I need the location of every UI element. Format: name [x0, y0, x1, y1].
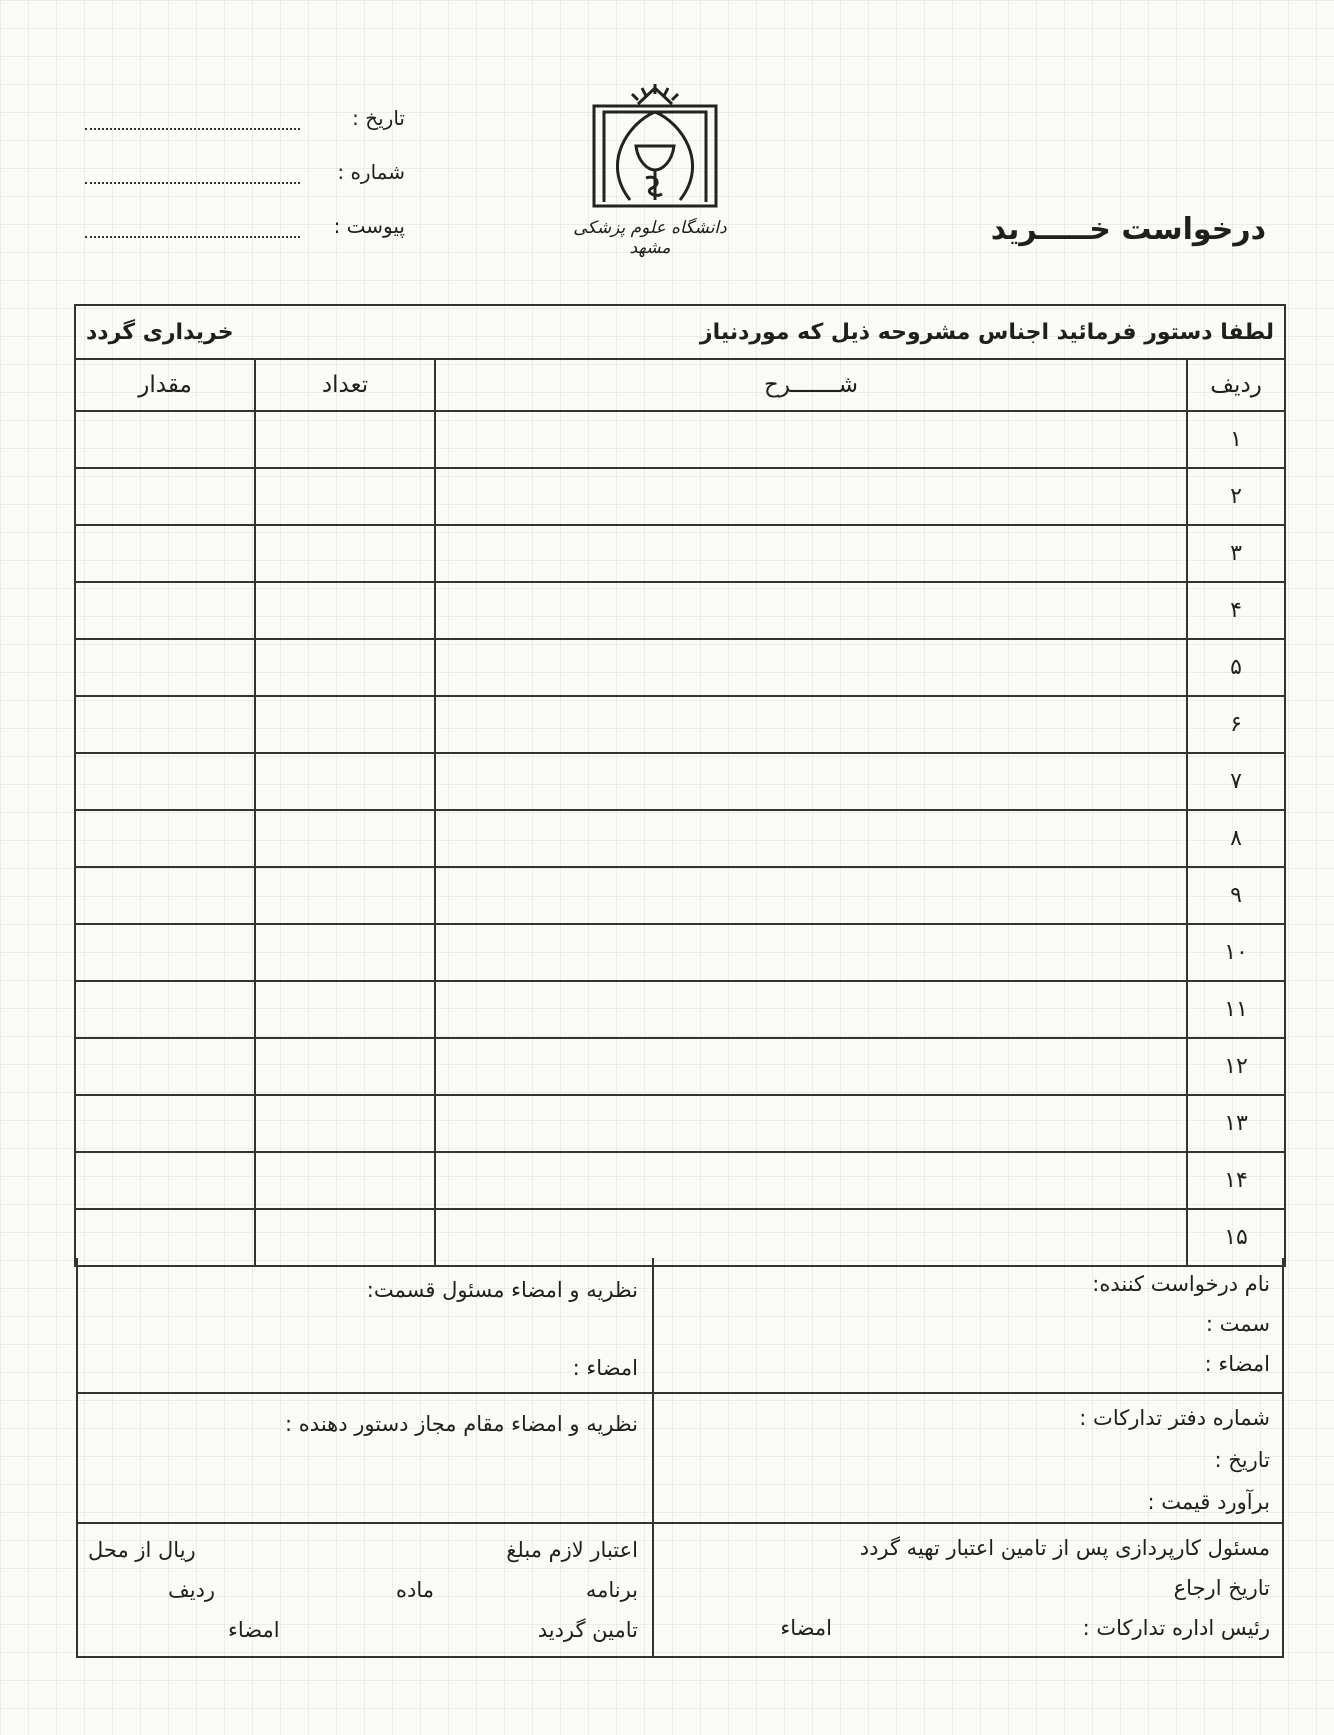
amount-cell[interactable] [75, 753, 255, 810]
amount-cell[interactable] [75, 639, 255, 696]
intro-purchase-text: خريداری گردد [86, 319, 234, 345]
amount-cell[interactable] [75, 411, 255, 468]
table-row [75, 1038, 1285, 1095]
count-cell[interactable] [255, 582, 435, 639]
row-number: ۸ [1187, 810, 1285, 867]
table-row [75, 924, 1285, 981]
description-cell[interactable] [435, 468, 1187, 525]
office-date-label: تاريخ : [1214, 1448, 1270, 1472]
count-cell[interactable] [255, 1152, 435, 1209]
authority-box[interactable] [78, 1394, 654, 1522]
amount-cell[interactable] [75, 924, 255, 981]
count-cell[interactable] [255, 924, 435, 981]
provided-label: تامين گرديد [537, 1618, 638, 1642]
table-row [75, 981, 1285, 1038]
description-cell[interactable] [435, 411, 1187, 468]
count-cell[interactable] [255, 468, 435, 525]
row-number: ۱۲ [1187, 1038, 1285, 1095]
column-header-row-number: رديف [1187, 359, 1285, 411]
position-label: سمت : [1205, 1312, 1270, 1336]
count-cell[interactable] [255, 981, 435, 1038]
procurement-head-signature-label: امضاء [780, 1616, 832, 1640]
intro-request-text: لطفا دستور فرمائيد اجناس مشروحه ذيل که موردنياز [699, 319, 1275, 345]
article-label: ماده [395, 1578, 434, 1602]
procurement-office-box[interactable] [652, 1394, 1282, 1522]
amount-cell[interactable] [75, 525, 255, 582]
description-cell[interactable] [435, 753, 1187, 810]
credit-row-label: رديف [168, 1578, 216, 1602]
document-title: درخواست خـــــريد [990, 212, 1266, 247]
amount-cell[interactable] [75, 981, 255, 1038]
table-row [75, 696, 1285, 753]
amount-cell[interactable] [75, 867, 255, 924]
requester-name-label: نام درخواست کننده: [1092, 1272, 1270, 1296]
amount-cell[interactable] [75, 582, 255, 639]
table-row [75, 867, 1285, 924]
table-row [75, 1095, 1285, 1152]
university-name: دانشگاه علوم پزشکی مشهد [573, 218, 727, 258]
number-label: شماره : [337, 160, 405, 184]
description-cell[interactable] [435, 1038, 1187, 1095]
description-cell[interactable] [435, 981, 1187, 1038]
procurement-officer-label: مسئول کارپردازی پس از تامين اعتبار تهيه گردد [859, 1536, 1270, 1560]
description-cell[interactable] [435, 810, 1187, 867]
description-cell[interactable] [435, 1152, 1187, 1209]
requester-box[interactable] [652, 1258, 1282, 1392]
amount-cell[interactable] [75, 468, 255, 525]
row-number: ۱۳ [1187, 1095, 1285, 1152]
rial-from-label: ريال از محل [88, 1538, 196, 1562]
amount-cell[interactable] [75, 696, 255, 753]
count-cell[interactable] [255, 867, 435, 924]
description-cell[interactable] [435, 867, 1187, 924]
attachment-field[interactable] [85, 214, 405, 244]
amount-cell[interactable] [75, 1095, 255, 1152]
count-cell[interactable] [255, 753, 435, 810]
column-header-description: شـــــــرح [435, 359, 1187, 411]
table-row [75, 525, 1285, 582]
row-number: ۱۱ [1187, 981, 1285, 1038]
description-cell[interactable] [435, 639, 1187, 696]
credit-signature-label: امضاء [228, 1618, 280, 1642]
table-header-row [75, 359, 1285, 411]
table-row [75, 639, 1285, 696]
table-row [75, 582, 1285, 639]
description-cell[interactable] [435, 696, 1187, 753]
count-cell[interactable] [255, 810, 435, 867]
row-number: ۱۰ [1187, 924, 1285, 981]
date-label: تاريخ : [352, 106, 405, 130]
row-number: ۵ [1187, 639, 1285, 696]
attachment-label: پيوست : [333, 214, 405, 238]
description-cell[interactable] [435, 924, 1187, 981]
row-number: ۹ [1187, 867, 1285, 924]
requester-section [76, 1258, 1284, 1394]
head-of-procurement-label: رئيس اداره تدارکات : [1082, 1616, 1270, 1640]
table-row [75, 1152, 1285, 1209]
row-number: ۱۴ [1187, 1152, 1285, 1209]
count-cell[interactable] [255, 1095, 435, 1152]
section-head-signature-label: امضاء : [572, 1356, 638, 1380]
row-number: ۱ [1187, 411, 1285, 468]
row-number: ۷ [1187, 753, 1285, 810]
count-cell[interactable] [255, 411, 435, 468]
table-row [75, 810, 1285, 867]
program-label: برنامه [585, 1578, 638, 1602]
amount-cell[interactable] [75, 810, 255, 867]
description-cell[interactable] [435, 525, 1187, 582]
credit-box[interactable] [78, 1524, 654, 1656]
table-row [75, 411, 1285, 468]
credit-amount-label: اعتبار لازم مبلغ [506, 1538, 638, 1562]
row-number: ۴ [1187, 582, 1285, 639]
price-estimate-label: برآورد قيمت : [1147, 1490, 1270, 1514]
amount-cell[interactable] [75, 1152, 255, 1209]
attachment-dots [85, 236, 300, 238]
number-field[interactable] [85, 160, 405, 190]
row-number: ۲ [1187, 468, 1285, 525]
column-header-count: تعداد [255, 359, 435, 411]
count-cell[interactable] [255, 525, 435, 582]
table-row [75, 753, 1285, 810]
table-intro-row [75, 305, 1285, 359]
row-number: ۱۵ [1187, 1209, 1285, 1266]
section-head-opinion-label: نظريه و امضاء مسئول قسمت: [366, 1278, 638, 1302]
section-head-box[interactable] [78, 1258, 654, 1392]
university-logo-icon [590, 82, 720, 210]
date-dots [85, 128, 300, 130]
procurement-office-section [76, 1394, 1284, 1524]
office-number-label: شماره دفتر تدارکات : [1079, 1406, 1270, 1430]
count-cell[interactable] [255, 696, 435, 753]
requester-signature-label: امضاء : [1204, 1352, 1270, 1376]
items-table [74, 304, 1286, 1267]
authority-opinion-label: نظريه و امضاء مقام مجاز دستور دهنده : [285, 1412, 638, 1436]
description-cell[interactable] [435, 582, 1187, 639]
credit-section [76, 1524, 1284, 1658]
procurement-head-box[interactable] [652, 1524, 1282, 1656]
column-header-amount: مقدار [75, 359, 255, 411]
date-field[interactable] [85, 106, 405, 136]
row-number: ۳ [1187, 525, 1285, 582]
amount-cell[interactable] [75, 1038, 255, 1095]
table-row [75, 468, 1285, 525]
count-cell[interactable] [255, 639, 435, 696]
row-number: ۶ [1187, 696, 1285, 753]
number-dots [85, 182, 300, 184]
count-cell[interactable] [255, 1038, 435, 1095]
referral-date-label: تاريخ ارجاع [1173, 1576, 1270, 1600]
description-cell[interactable] [435, 1095, 1187, 1152]
